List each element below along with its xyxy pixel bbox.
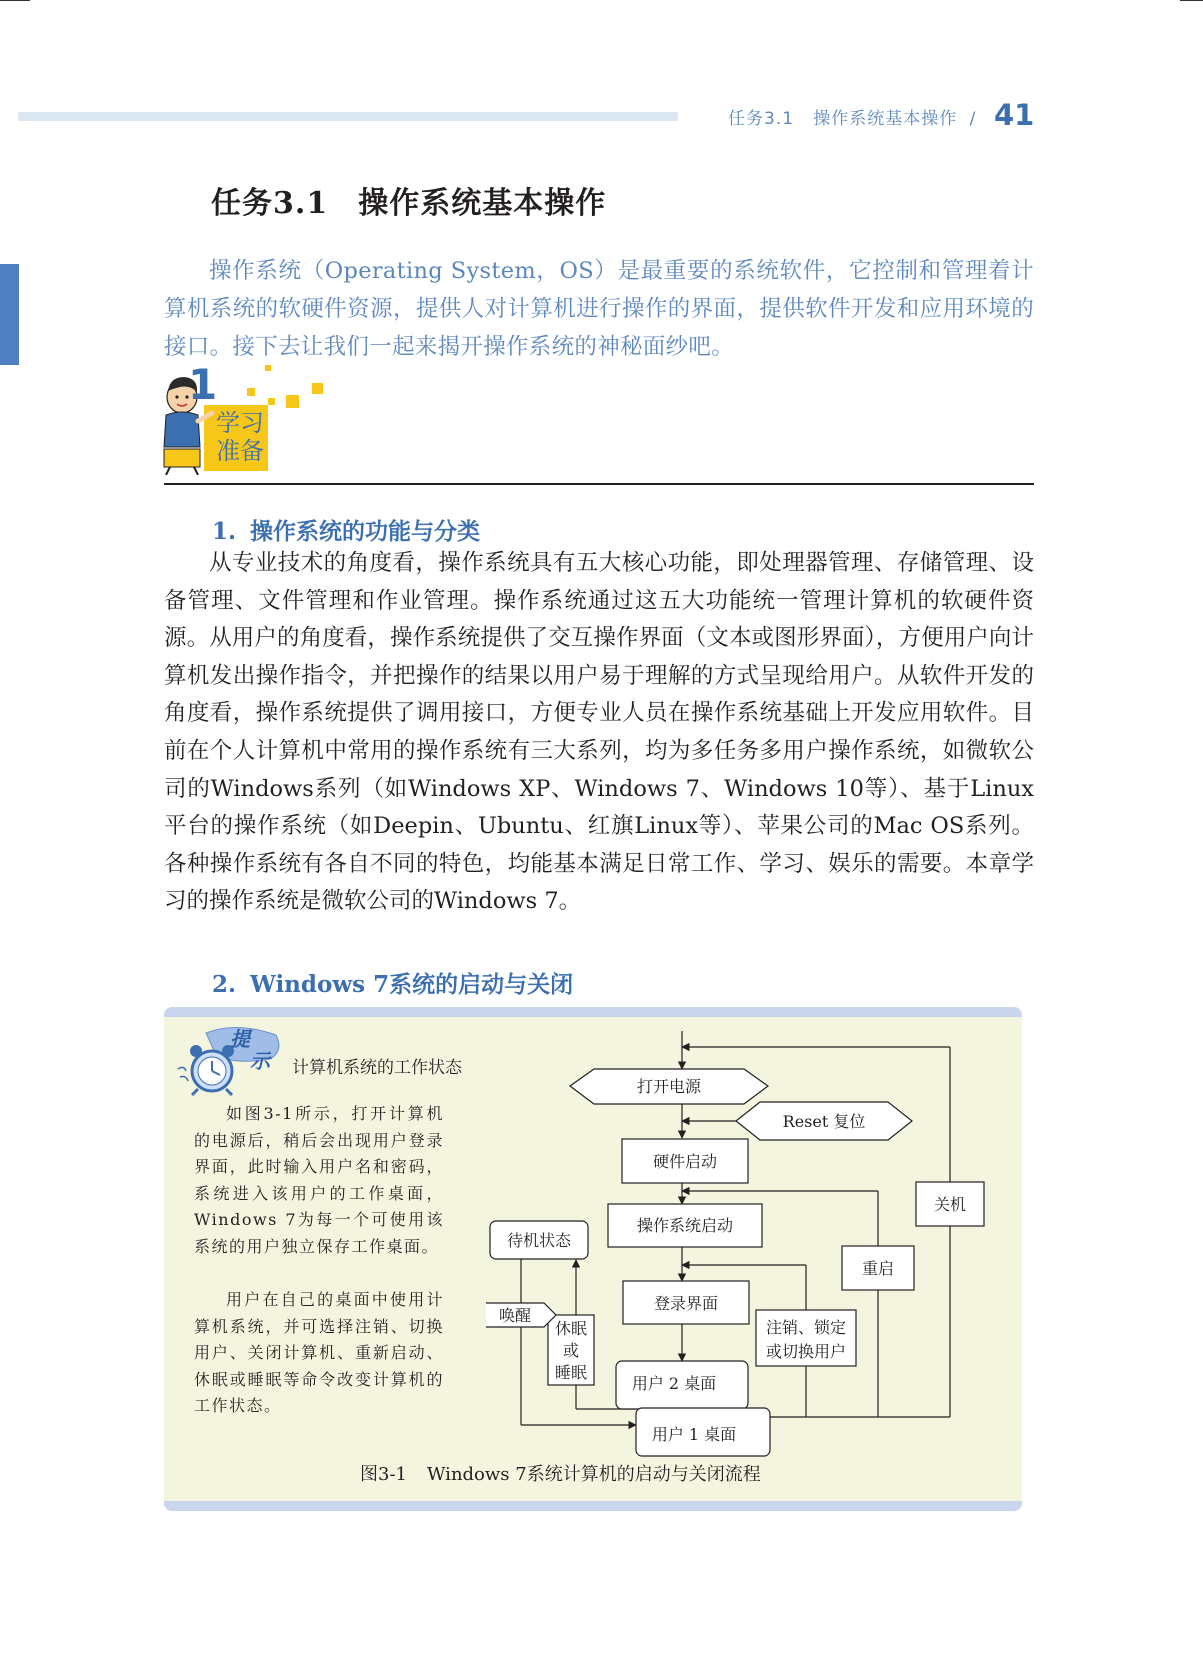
figure-caption-text: Windows 7系统计算机的启动与关闭流程 bbox=[427, 1464, 761, 1485]
badge-label-line2: 准备 bbox=[216, 437, 264, 465]
flow-label-hibernate-1: 休眠 bbox=[554, 1319, 588, 1338]
subsection-number: 1. bbox=[212, 518, 237, 545]
tip-paragraph: 如图3-1所示，打开计算机的电源后，稍后会出现用户登录界面，此时输入用户名和密码，系统进入该用户的工作桌面，Windows 7为每一个可使用该系统的用户独立保存工作桌面。 bbox=[194, 1104, 444, 1256]
startup-shutdown-flowchart bbox=[486, 1027, 1006, 1467]
subsection-title: Windows 7系统的启动与关闭 bbox=[250, 971, 574, 998]
badge-label-line1: 学习 bbox=[216, 409, 264, 437]
figure-label: 图3-1 bbox=[360, 1464, 407, 1485]
flow-label-power-on: 打开电源 bbox=[636, 1077, 702, 1096]
alarm-clock-icon bbox=[176, 1025, 286, 1097]
flow-label-standby: 待机状态 bbox=[506, 1231, 572, 1250]
flow-label-restart: 重启 bbox=[861, 1259, 895, 1278]
running-head-title: 操作系统基本操作 bbox=[813, 109, 958, 129]
tip-panel bbox=[164, 1007, 1022, 1511]
section-number: 任务3.1 bbox=[211, 186, 329, 221]
flow-label-hardware-start: 硬件启动 bbox=[652, 1152, 718, 1171]
running-head-task: 任务3.1 bbox=[728, 109, 795, 129]
flow-label-login: 登录界面 bbox=[653, 1294, 719, 1313]
tip-icon-char: 示 bbox=[250, 1049, 270, 1073]
page-number: 41 bbox=[994, 98, 1035, 132]
tip-paragraph: 用户在自己的桌面中使用计算机系统，并可选择注销、切换用户、关闭计算机、重新启动、休眠或睡眠等命令改变计算机的工作状态。 bbox=[194, 1290, 444, 1415]
deco-square bbox=[286, 395, 299, 408]
figure-caption bbox=[360, 1460, 761, 1486]
flow-label-user2-desktop: 用户 2 桌面 bbox=[631, 1374, 717, 1393]
tip-heading: 计算机系统的工作状态 bbox=[292, 1058, 462, 1078]
header-bar bbox=[18, 112, 678, 121]
section-title-text: 操作系统基本操作 bbox=[358, 186, 607, 221]
flow-label-shutdown: 关机 bbox=[933, 1195, 967, 1214]
badge-number: 1 bbox=[188, 360, 218, 409]
flow-label-logout-2: 或切换用户 bbox=[765, 1342, 847, 1361]
deco-square bbox=[312, 383, 323, 394]
study-prep-badge bbox=[160, 360, 340, 475]
tip-panel-bottom-bar bbox=[164, 1501, 1022, 1511]
intro-paragraph: 操作系统（Operating System，OS）是最重要的系统软件，它控制和管理着计算机系统的软硬件资源，提供人对计算机进行操作的界面，提供软件开发和应用环境的接口。接下去让我们一起来揭开操作系统的神秘面纱吧。 bbox=[164, 258, 1034, 360]
tip-panel-top-bar bbox=[164, 1007, 1022, 1017]
divider bbox=[164, 483, 1034, 485]
deco-square bbox=[265, 365, 271, 371]
subsection-number: 2. bbox=[212, 971, 237, 998]
flow-label-wake: 唤醒 bbox=[498, 1306, 532, 1325]
chapter-side-tab bbox=[0, 264, 19, 365]
flow-label-hibernate-2: 或 bbox=[562, 1341, 580, 1360]
flow-label-os-start: 操作系统启动 bbox=[636, 1216, 734, 1235]
section-title bbox=[211, 178, 606, 222]
flow-label-hibernate-3: 睡眠 bbox=[554, 1363, 588, 1382]
tip-icon-char: 提 bbox=[230, 1027, 250, 1051]
crop-mark bbox=[0, 0, 30, 1]
subsection-heading-2 bbox=[212, 966, 573, 999]
deco-square bbox=[268, 398, 275, 405]
deco-square bbox=[247, 388, 255, 396]
running-head bbox=[728, 104, 984, 129]
crop-mark bbox=[1180, 0, 1203, 1]
subsection-heading-1 bbox=[212, 513, 480, 546]
body-paragraph: 从专业技术的角度看，操作系统具有五大核心功能，即处理器管理、存储管理、设备管理、文件管理和作业管理。操作系统通过这五大功能统一管理计算机的软硬件资源。从用户的角度看，操作系统提供了交互操作界面（文本或图形界面），方便用户向计算机发出操作指令，并把操作的结果以用户易于理解的方式呈现给用户。从软件开发的角度看，操作系统提供了调用接口，方便专业人员在操作系统基础上开发应用软件。目前在个人计算机中常用的操作系统有三大系列，均为多任务多用户操作系统，如微软公司的Windows系列（如Windows XP、Windows 7、Windows 10等）、基于Linux平台的操作系统（如Deepin、Ubuntu、红旗Linux等）、苹果公司的Mac OS系列。各种操作系统有各自不同的特色，均能基本满足日常工作、学习、娱乐的需要。本章学习的操作系统是微软公司的Windows 7。 bbox=[164, 550, 1034, 915]
running-head-separator: / bbox=[969, 109, 977, 129]
flow-label-reset: Reset 复位 bbox=[782, 1112, 866, 1131]
flow-label-logout-1: 注销、锁定 bbox=[765, 1318, 847, 1337]
badge-label bbox=[216, 409, 264, 465]
flow-label-user1-desktop: 用户 1 桌面 bbox=[651, 1425, 737, 1444]
subsection-title: 操作系统的功能与分类 bbox=[250, 518, 481, 545]
